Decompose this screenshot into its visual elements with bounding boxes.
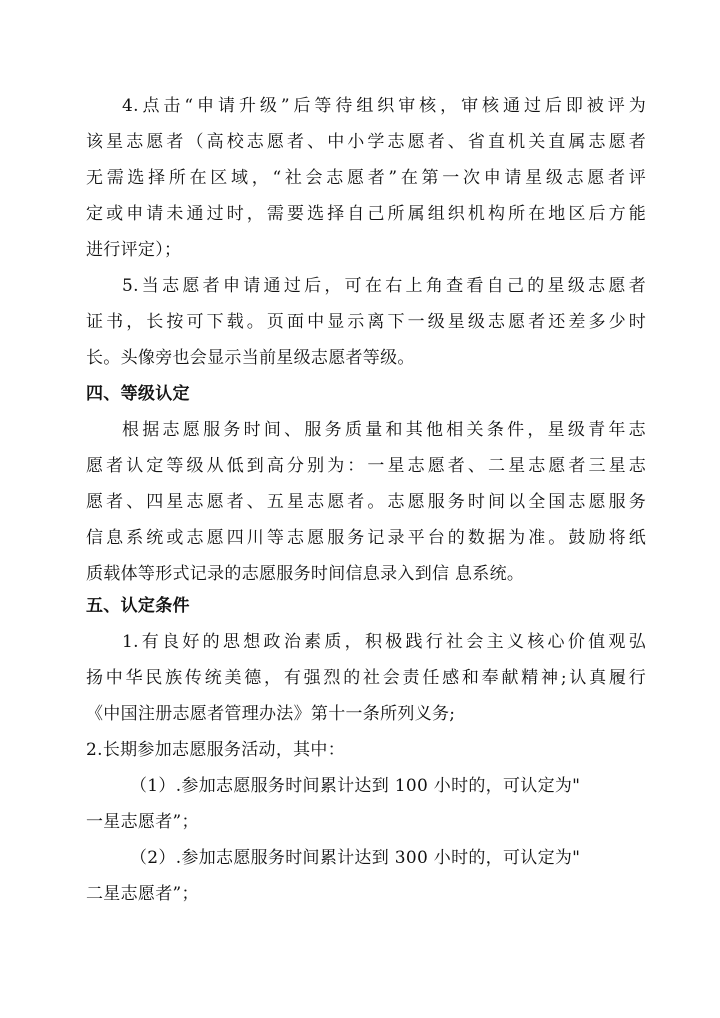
section-five-item1-line-2: 扬中华民族传统美德，有强烈的社会责任感和奉献精神;认真履行	[86, 668, 646, 688]
item4-line-1: 4.点击“申请升级”后等待组织审核，审核通过后即被评为	[122, 96, 646, 116]
section-four-line-3: 愿者、四星志愿者、五星志愿者。志愿服务时间以全国志愿服务	[86, 492, 646, 512]
item4-line-3: 无需选择所在区域，“社会志愿者”在第一次申请星级志愿者评	[86, 168, 646, 188]
sub-item1-line-1: （1）.参加志愿服务时间累计达到 100 小时的，可认定为"	[130, 776, 581, 796]
section-five-item1-line-1: 1.有良好的思想政治素质，积极践行社会主义核心价值观弘	[122, 632, 646, 652]
section-four-heading: 四、等级认定	[86, 384, 190, 404]
section-four-line-2: 愿者认定等级从低到高分别为：一星志愿者、二星志愿者三星志	[86, 456, 646, 476]
item5-line-1: 5.当志愿者申请通过后，可在右上角查看自己的星级志愿者	[122, 276, 646, 296]
item4-line-5: 进行评定）；	[86, 240, 182, 260]
section-four-line-5: 质载体等形式记录的志愿服务时间信息录入到信 息系统。	[86, 564, 525, 584]
item5-line-3: 长。头像旁也会显示当前星级志愿者等级。	[86, 348, 415, 368]
item4-line-4: 定或申请未通过时，需要选择自己所属组织机构所在地区后方能	[86, 204, 646, 224]
sub-item1-line-2: 一星志愿者”；	[86, 812, 199, 832]
section-five-item1-line-3: 《中国注册志愿者管理办法》第十一条所列义务;	[86, 704, 456, 724]
section-five-heading: 五、认定条件	[86, 596, 190, 616]
sub-item2-line-2: 二星志愿者”；	[86, 884, 199, 904]
sub-item2-line-1: （2）.参加志愿服务时间累计达到 300 小时的，可认定为"	[130, 848, 581, 868]
item4-line-2: 该星志愿者（高校志愿者、中小学志愿者、省直机关直属志愿者	[86, 132, 646, 152]
section-four-line-1: 根据志愿服务时间、服务质量和其他相关条件，星级青年志	[122, 420, 646, 440]
item5-line-2: 证书，长按可下载。页面中显示离下一级星级志愿者还差多少时	[86, 312, 646, 332]
section-five-item2: 2.长期参加志愿服务活动，其中：	[86, 740, 346, 760]
section-four-line-4: 信息系统或志愿四川等志愿服务记录平台的数据为准。鼓励将纸	[86, 528, 646, 548]
